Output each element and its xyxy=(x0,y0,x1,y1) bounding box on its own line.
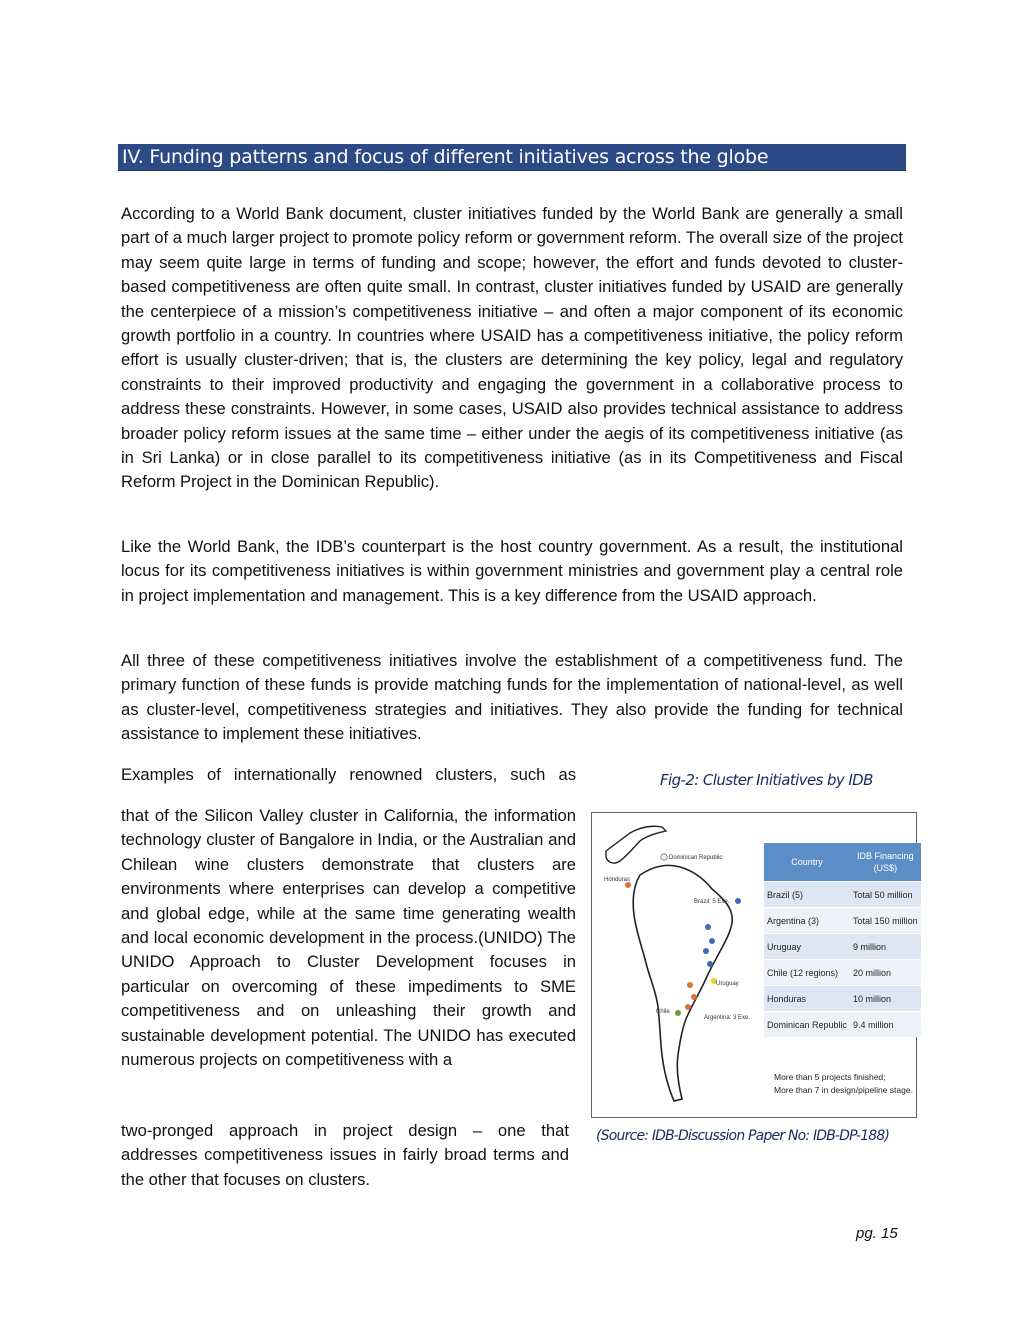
paragraph-world-bank: According to a World Bank document, cluster initiatives funded by the World Bank are generally a small part of a much larger project to promote policy reform or government reform. The overall size of the project may seem quite large in terms of funding and scope; however, the effort and funds devoted to cluster-based competitiveness are often quite small. In contrast, cluster initiatives funded by USAID are generally the centerpiece of a mission’s competitiveness initiative – and often a major component of its economic growth portfolio in a country. In countries where USAID has a competitiveness initiative, the policy reform effort is usually cluster-driven; that is, the clusters are determining the key policy, legal and regulatory constraints to their improved productivity and engaging the government in a collaborative process to address these constraints. However, in some cases, USAID also provides technical assistance to address broader policy reform issues at the same time – either under the aegis of its competitiveness initiative (as in Sri Lanka) or in close parallel to its competitiveness initiative (as in its Competitiveness and Fiscal Reform Project in the Dominican Republic). xyxy=(121,204,903,492)
paragraph-competitiveness-fund: All three of these competitiveness initiatives involve the establishment of a competitiveness fund. The primary function of these funds is provide matching funds for the implementation of national-level, as well as cluster-level, competitiveness strategies and initiatives. They also provide the funding for technical assistance to implement these initiatives. xyxy=(121,651,903,744)
marker-brazil-2 xyxy=(705,924,711,930)
label-dominican-republic: Dominican Republic xyxy=(669,855,723,861)
cell-financing: 9 million xyxy=(850,934,921,960)
figure-idb-cluster-initiatives xyxy=(591,812,917,1118)
table-row xyxy=(764,986,921,1012)
column-header-country: Country xyxy=(764,843,850,882)
table-row xyxy=(764,960,921,986)
figure-note-line-1: More than 5 projects finished; xyxy=(774,1072,886,1082)
marker-brazil-3 xyxy=(709,938,715,944)
table-row xyxy=(764,882,921,908)
cell-financing: Total 150 million xyxy=(850,908,921,934)
cell-country: Dominican Republic xyxy=(764,1012,850,1038)
cell-financing: 10 million xyxy=(850,986,921,1012)
cell-country: Honduras xyxy=(764,986,850,1012)
cell-country: Brazil (5) xyxy=(764,882,850,908)
paragraph-clusters-intro: Examples of internationally renowned clusters, such as xyxy=(121,765,576,784)
marker-argentina-3 xyxy=(685,1004,691,1010)
cell-country: Chile (12 regions) xyxy=(764,960,850,986)
table-row xyxy=(764,1012,921,1038)
figure-caption: Fig-2: Cluster Initiatives by IDB xyxy=(660,771,873,789)
marker-argentina-1 xyxy=(687,982,693,988)
section-heading-bar xyxy=(118,144,906,171)
section-heading: IV. Funding patterns and focus of different initiatives across the globe xyxy=(122,146,769,168)
marker-brazil-5 xyxy=(707,961,713,967)
paragraph-clusters-end: two-pronged approach in project design – one that addresses competitiveness issues in fairly broad terms and the other that focuses on clusters. xyxy=(121,1121,569,1189)
paragraph-idb: Like the World Bank, the IDB’s counterpart is the host country government. As a result, the institutional locus for its competitiveness initiatives is within government ministries and government play a central role in project implementation and management. This is a key difference from the USAID approach. xyxy=(121,537,903,605)
idb-financing-table xyxy=(764,843,921,1037)
label-brazil: Brazil: 5 Exe. xyxy=(694,899,730,905)
label-uruguay: Uruguay xyxy=(716,981,739,987)
label-chile: Chile xyxy=(656,1009,670,1015)
cell-country: Argentina (3) xyxy=(764,908,850,934)
table-row xyxy=(764,934,921,960)
marker-argentina-2 xyxy=(691,994,697,1000)
figure-note xyxy=(774,1071,913,1097)
cell-country: Uruguay xyxy=(764,934,850,960)
marker-chile xyxy=(675,1010,681,1016)
cell-financing: 20 million xyxy=(850,960,921,986)
label-argentina: Argentina: 3 Exe. xyxy=(704,1015,751,1021)
figure-source: (Source: IDB-Discussion Paper No: IDB-DP-188) xyxy=(596,1128,890,1144)
label-honduras: Honduras xyxy=(604,877,631,883)
table-row xyxy=(764,908,921,934)
marker-brazil-4 xyxy=(703,948,709,954)
figure-note-line-2: More than 7 in design/pipeline stage. xyxy=(774,1085,913,1095)
marker-dominican-republic xyxy=(661,854,667,860)
cell-financing: 9.4 million xyxy=(850,1012,921,1038)
table-header-row xyxy=(764,843,921,882)
page-number: pg. 15 xyxy=(856,1225,898,1242)
marker-brazil-1 xyxy=(735,898,741,904)
column-header-financing: IDB Financing (US$) xyxy=(850,843,921,882)
paragraph-clusters-body: that of the Silicon Valley cluster in California, the information technology cluster of Bangalore in India, or the Australian and Chilean wine clusters demonstrate that clusters are environments where enterprises can develop a competitive and global edge, while at the same time generating wealth and local economic development in the process.(UNIDO) The UNIDO Approach to Cluster Development focuses in particular on overcoming of these impediments to SME competitiveness and on unleashing their growth and sustainable development potential. The UNIDO has executed numerous projects on competitiveness with a xyxy=(121,806,576,1070)
central-america-outline xyxy=(606,826,666,863)
cell-financing: Total 50 million xyxy=(850,882,921,908)
south-america-map xyxy=(600,819,760,1109)
